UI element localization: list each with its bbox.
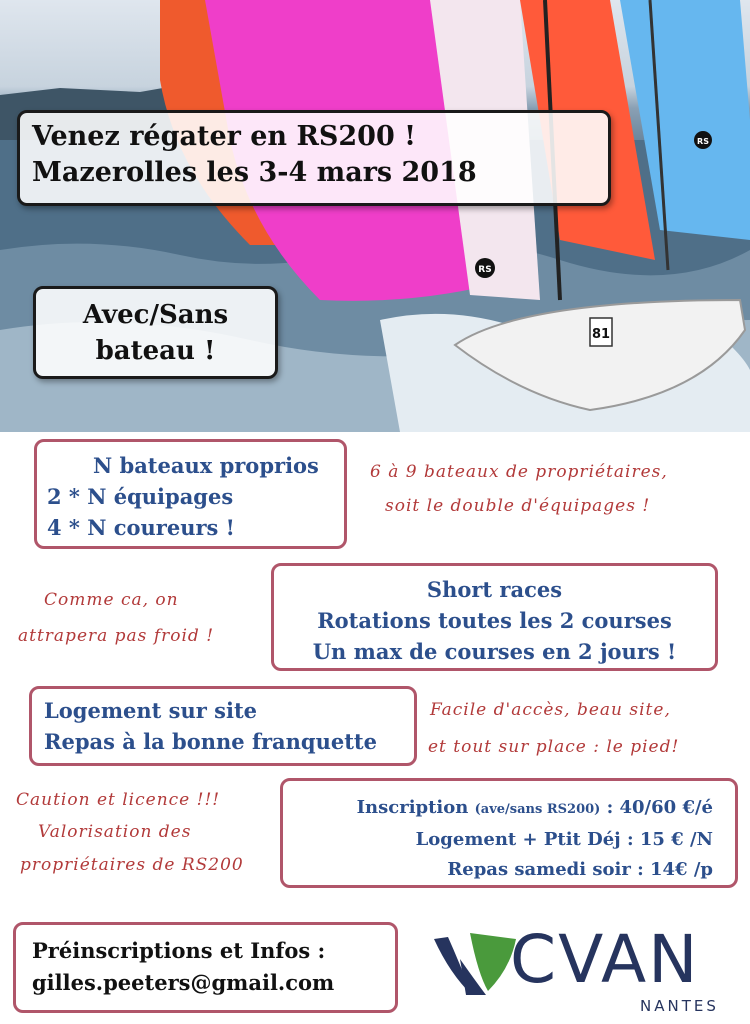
lodging-line-1: Logement sur site [44,698,258,723]
hero-photo [0,0,750,432]
lodging-line-2: Repas à la bonne franquette [44,729,377,754]
inscription-value: : 40/60 €/é [600,797,713,818]
logo-name: CVAN [510,921,700,998]
crews-note-2: soit le double d'équipages ! [385,496,651,516]
races-line-3: Un max de courses en 2 jours ! [312,639,677,664]
inscription-label: Inscription [356,797,469,818]
pricing-note-2: Valorisation des [38,822,192,842]
contact-email[interactable]: gilles.peeters@gmail.com [32,970,335,995]
badge-line-1: Avec/Sans [82,300,229,330]
boat-option-badge [33,286,278,379]
title-line-1: Venez régater en RS200 ! [32,121,416,152]
pricing-row-3: Repas samedi soir : 14€ /p [447,859,713,880]
contact-box [13,922,398,1013]
badge-line-2: bateau ! [95,336,216,366]
title-line-2: Mazerolles les 3-4 mars 2018 [32,157,477,188]
pricing-row-1 [283,793,713,825]
lodging-box [29,686,417,766]
races-box [271,563,718,671]
crews-line-1: N bateaux proprios [93,453,319,478]
crews-note-1: 6 à 9 bateaux de propriétaires, [370,462,668,482]
crews-line-3: 4 * N coureurs ! [47,515,235,540]
lodging-note-1: Facile d'accès, beau site, [430,700,671,720]
races-line-1: Short races [426,577,563,602]
inscription-qualifier: (ave/sans RS200) [474,802,601,817]
crews-line-2: 2 * N équipages [47,484,234,509]
title-box [17,110,611,206]
pricing-note-1: Caution et licence !!! [16,790,221,810]
races-note-2: attrapera pas froid ! [18,626,215,646]
sail-logo-text: RS [478,265,492,275]
sail-emblem-icon [430,929,520,999]
pricing-note-3: propriétaires de RS200 [20,855,244,875]
races-note-1: Comme ca, on [44,590,179,610]
crews-box [34,439,347,549]
sail-logo-2-text: RS [697,137,709,146]
pricing-box [280,778,738,888]
pricing-row-2: Logement + Ptit Déj : 15 € /N [415,829,713,850]
lodging-note-2: et tout sur place : le pied! [428,737,680,757]
contact-line-1: Préinscriptions et Infos : [32,938,326,963]
hull-number: 81 [591,327,611,342]
logo-city: NANTES [640,997,719,1015]
cvan-logo [430,921,730,1020]
races-line-2: Rotations toutes les 2 courses [317,608,672,633]
